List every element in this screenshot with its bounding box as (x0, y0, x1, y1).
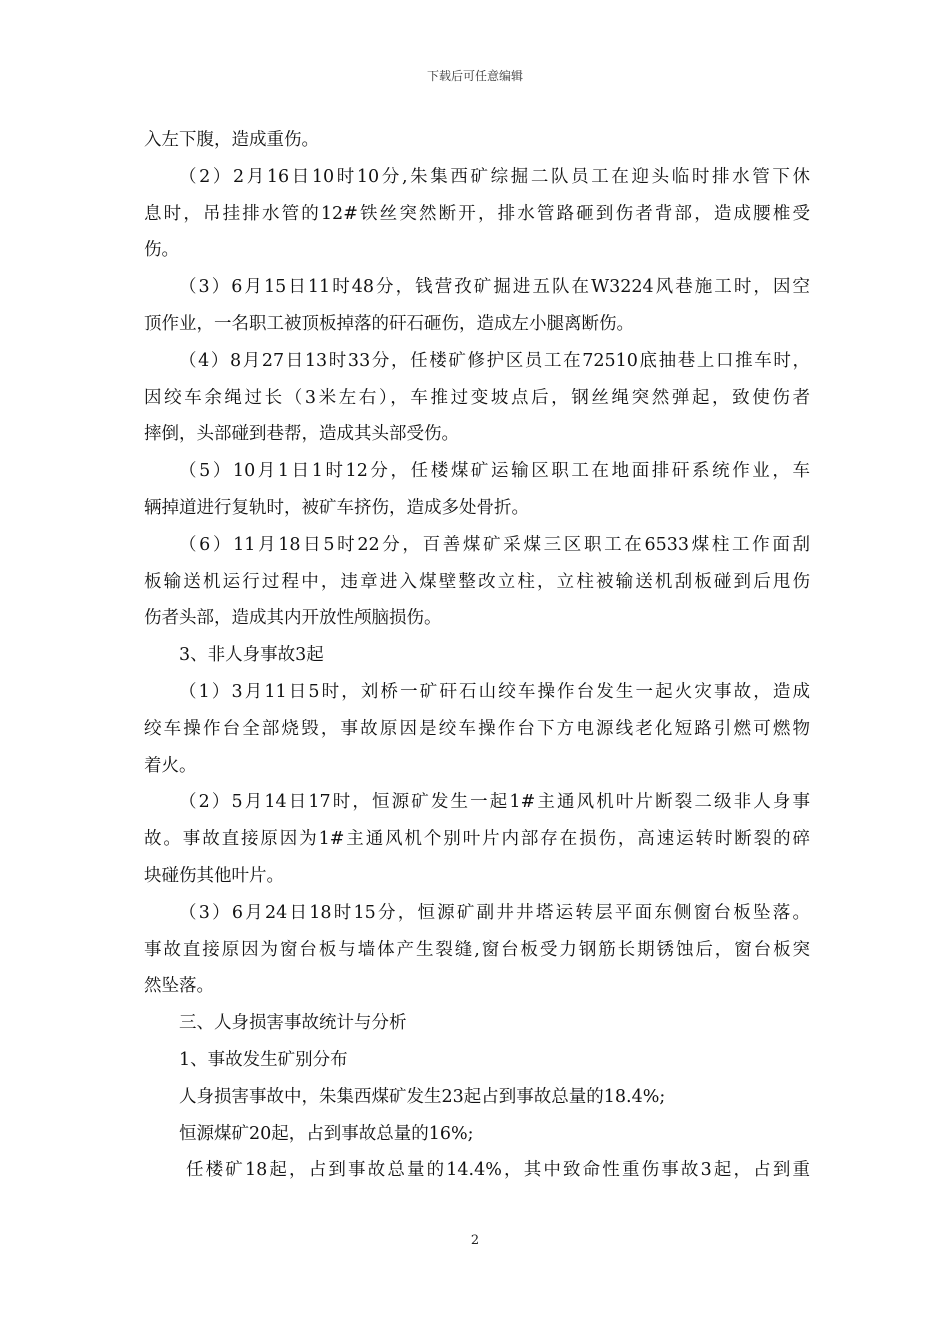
text-line: 着火。 (144, 755, 197, 776)
text-line: 故。事故直接原因为1#主通风机个别叶片内部存在损伤，高速运转时断裂的碎 (144, 829, 810, 850)
text-line: （3）6月15日11时48分，钱营孜矿掘进五队在W3224风巷施工时，因空 (179, 277, 810, 298)
text-line: 入左下腹，造成重伤。 (144, 130, 319, 150)
text-line: 三、人身损害事故统计与分析 (179, 1013, 407, 1034)
text-line: 人身损害事故中，朱集西煤矿发生23起占到事故总量的18.4%; (179, 1086, 666, 1107)
text-line: （5）10月1日1时12分，任楼煤矿运输区职工在地面排矸系统作业，车 (179, 461, 810, 482)
text-line: （4）8月27日13时33分，任楼矿修护区员工在72510底抽巷上口推车时， (179, 350, 810, 371)
text-line: 板输送机运行过程中，违章进入煤壁整改立柱，立柱被输送机刮板碰到后甩伤 (144, 571, 810, 592)
text-line: 3、非人身事故3起 (179, 645, 324, 666)
document-body (144, 122, 810, 1189)
text-line: （2）2月16日10时10分,朱集西矿综掘二队员工在迎头临时排水管下休 (179, 166, 810, 187)
text-line: 任楼矿18起，占到事故总量的14.4%，其中致命性重伤事故3起，占到重 (186, 1160, 810, 1181)
text-line: （6）11月18日5时22分，百善煤矿采煤三区职工在6533煤柱工作面刮 (179, 534, 810, 555)
text-line: 恒源煤矿20起，占到事故总量的16%; (179, 1123, 474, 1144)
text-line: 1、事故发生矿别分布 (179, 1049, 348, 1070)
text-line: 因绞车余绳过长（3米左右），车推过变坡点后，钢丝绳突然弹起，致使伤者 (144, 387, 810, 408)
text-line: 辆掉道进行复轨时，被矿车挤伤，造成多处骨折。 (144, 497, 529, 518)
page-header: 下载后可任意编辑 (426, 69, 523, 83)
text-line: 伤者头部，造成其内开放性颅脑损伤。 (144, 608, 442, 629)
text-line: 然坠落。 (144, 976, 214, 997)
text-line: 摔倒，头部碰到巷帮，造成其头部受伤。 (144, 424, 459, 445)
text-line: 伤。 (144, 240, 179, 261)
text-line: 事故直接原因为窗台板与墙体产生裂缝,窗台板受力钢筋长期锈蚀后，窗台板突 (144, 939, 810, 960)
text-line: 块碰伤其他叶片。 (144, 865, 284, 886)
text-line: 息时，吊挂排水管的12#铁丝突然断开，排水管路砸到伤者背部，造成腰椎受 (144, 203, 810, 224)
page-number: 2 (470, 1233, 480, 1248)
text-line: （3）6月24日18时15分，恒源矿副井井塔运转层平面东侧窗台板坠落。 (179, 902, 810, 923)
text-line: （2）5月14日17时，恒源矿发生一起1#主通风机叶片断裂二级非人身事 (179, 792, 810, 813)
text-line: （1）3月11日5时，刘桥一矿矸石山绞车操作台发生一起火灾事故，造成 (179, 681, 810, 702)
text-line: 绞车操作台全部烧毁，事故原因是绞车操作台下方电源线老化短路引燃可燃物 (144, 718, 810, 739)
text-line: 顶作业，一名职工被顶板掉落的矸石砸伤，造成左小腿离断伤。 (144, 313, 634, 334)
